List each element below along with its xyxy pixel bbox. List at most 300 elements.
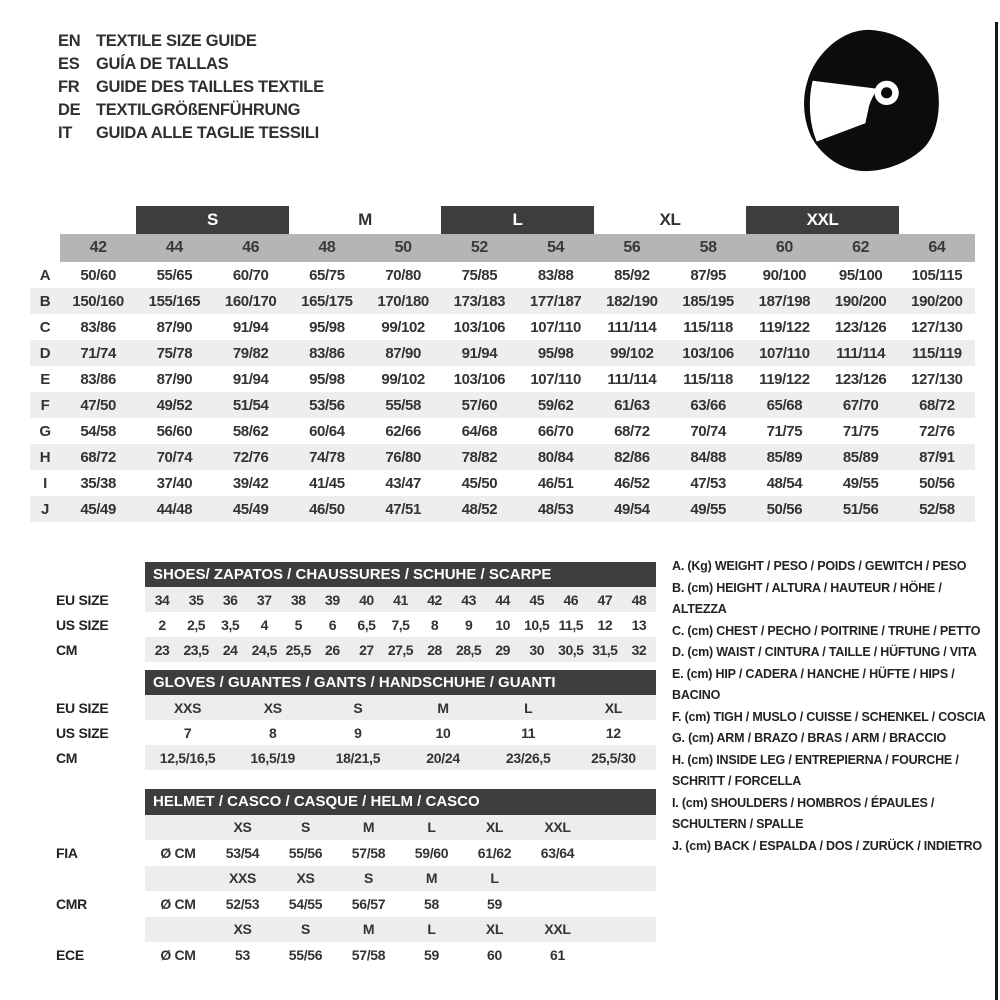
row-label: CM <box>56 749 78 766</box>
measurement-value: 50/60 <box>80 266 116 284</box>
size-number: 58 <box>670 234 746 262</box>
size-value: XS <box>230 695 315 720</box>
size-value: XL <box>463 917 526 943</box>
measurement-value: 83/86 <box>80 370 116 388</box>
guide-title: GUIDE DES TAILLES TEXTILE <box>96 78 324 96</box>
measurement-value: 48/52 <box>461 500 498 518</box>
size-group-label-s: S <box>136 206 289 234</box>
measurement-value: 187/198 <box>758 292 811 310</box>
measurement-value: 82/86 <box>614 448 650 466</box>
guide-title: TEXTILE SIZE GUIDE <box>96 32 257 50</box>
row-letter: H <box>39 448 51 466</box>
measurement-row-e <box>30 366 975 392</box>
gloves-size-table <box>30 670 656 770</box>
size-value <box>526 866 589 892</box>
row-label: EU SIZE <box>56 699 109 716</box>
measurement-value: 71/74 <box>80 344 116 362</box>
size-number: 60 <box>746 234 822 262</box>
language-row <box>58 53 324 76</box>
sub-title-row <box>30 670 656 695</box>
size-value: 44 <box>486 587 520 612</box>
measurement-value: 44/48 <box>156 500 193 518</box>
size-value: 42 <box>418 587 452 612</box>
diameter-label <box>145 866 211 892</box>
textile-size-table <box>30 206 975 522</box>
row-label <box>30 866 145 892</box>
measurement-value: 95/98 <box>309 370 345 388</box>
measurement-value: 71/75 <box>842 422 879 440</box>
size-value: 37 <box>247 587 281 612</box>
visor-pivot-dot <box>881 87 892 98</box>
measurement-value: 57/60 <box>461 396 498 414</box>
measurement-value: 182/190 <box>606 292 658 310</box>
size-value: 2 <box>158 616 166 633</box>
guide-title: TEXTILGRÖßENFÜHRUNG <box>96 101 301 119</box>
measurement-value: 99/102 <box>381 370 425 388</box>
size-number: 56 <box>594 234 670 262</box>
measurement-value: 190/200 <box>834 292 887 310</box>
size-number: 52 <box>441 234 517 262</box>
measurement-value: 83/88 <box>537 266 574 284</box>
sub-data-row <box>30 695 656 720</box>
size-value: 56/57 <box>351 895 386 912</box>
measurement-value: 61/63 <box>614 396 650 414</box>
helmet-icon <box>800 28 952 180</box>
size-value: 6,5 <box>357 616 376 633</box>
measurement-value: 91/94 <box>232 370 269 388</box>
size-value: L <box>400 917 463 943</box>
measurement-value: 52/58 <box>919 500 955 518</box>
measurement-value: 47/51 <box>385 500 421 518</box>
measurement-value: 49/55 <box>842 474 879 492</box>
legend-item: F. (cm) TIGH / MUSLO / CUISSE / SCHENKEL / COSCIA <box>672 709 986 724</box>
size-value: XL <box>571 695 656 720</box>
row-label: ECE <box>56 946 84 963</box>
measurement-value: 111/114 <box>836 344 886 362</box>
size-number: 42 <box>60 234 136 262</box>
measurement-value: 170/180 <box>377 292 429 310</box>
size-value: XS <box>274 866 337 892</box>
measurement-value: 75/85 <box>461 266 498 284</box>
sub-table-title: SHOES/ ZAPATOS / CHAUSSURES / SCHUHE / SCARPE <box>145 562 656 587</box>
measurement-value: 78/82 <box>461 448 498 466</box>
size-number-row <box>30 234 975 262</box>
size-group-row <box>30 206 975 234</box>
measurement-value: 90/100 <box>762 266 807 284</box>
size-value: 12,5/16,5 <box>145 745 230 770</box>
size-value: 57/58 <box>351 946 386 963</box>
size-value: 48 <box>622 587 656 612</box>
measurement-value: 99/102 <box>381 318 425 336</box>
row-label: CM <box>56 641 78 658</box>
language-code: ES <box>58 55 80 73</box>
measurement-row-d <box>30 340 975 366</box>
size-group-label-xl: XL <box>659 210 681 229</box>
size-value: 10 <box>495 616 510 633</box>
measurement-value: 45/49 <box>232 500 269 518</box>
legend-item: B. (cm) HEIGHT / ALTURA / HAUTEUR / HÖHE / ALTEZZA <box>672 580 942 616</box>
size-value: 46 <box>554 587 588 612</box>
diameter-label: Ø CM <box>160 895 196 912</box>
measurement-value: 99/102 <box>610 344 654 362</box>
size-value: 61 <box>550 946 565 963</box>
measurement-value: 71/75 <box>766 422 803 440</box>
measurement-value: 60/64 <box>309 422 345 440</box>
measurement-value: 115/118 <box>683 318 734 336</box>
measurement-value: 70/80 <box>385 266 421 284</box>
size-value: 30,5 <box>554 637 588 662</box>
language-title-list <box>58 30 324 145</box>
measurement-value: 55/58 <box>385 396 421 414</box>
letter-spacer <box>30 234 60 262</box>
measurement-value: 46/50 <box>309 500 345 518</box>
size-value: 59/60 <box>414 844 449 861</box>
size-value: 12 <box>605 724 621 741</box>
legend-item: I. (cm) SHOULDERS / HOMBROS / ÉPAULES / SCHULTERN / SPALLE <box>672 795 935 831</box>
measurement-value: 60/70 <box>232 266 269 284</box>
size-value: 58 <box>424 895 439 912</box>
sub-data-row <box>30 815 656 841</box>
size-value: L <box>463 866 526 892</box>
sub-data-row <box>30 917 656 943</box>
size-number: 44 <box>136 234 212 262</box>
measurement-value: 37/40 <box>156 474 193 492</box>
size-value: 25,5/30 <box>571 745 656 770</box>
guide-title: GUÍA DE TALLAS <box>96 55 229 73</box>
language-code: IT <box>58 124 73 142</box>
measurement-value: 75/78 <box>156 344 193 362</box>
size-value: XXL <box>526 815 589 841</box>
size-value: M <box>337 917 400 943</box>
size-group-label-m: M <box>358 210 372 229</box>
row-filler <box>589 866 656 892</box>
measurement-value: 46/51 <box>537 474 574 492</box>
group-spacer <box>899 206 975 234</box>
size-value: 60 <box>487 946 502 963</box>
legend-item: D. (cm) WAIST / CINTURA / TAILLE / HÜFTUNG / VITA <box>672 645 977 659</box>
legend-item: E. (cm) HIP / CADERA / HANCHE / HÜFTE / HIPS / BACINO <box>672 666 955 702</box>
size-value: 11,5 <box>558 616 584 633</box>
measurement-value: 65/68 <box>766 396 803 414</box>
sub-data-row <box>30 587 656 612</box>
measurement-value: 56/60 <box>156 422 193 440</box>
diameter-label: Ø CM <box>160 844 196 861</box>
size-value: 55/56 <box>288 946 323 963</box>
guide-title: GUIDA ALLE TAGLIE TESSILI <box>96 124 319 142</box>
size-number: 48 <box>289 234 365 262</box>
size-value: XS <box>211 815 274 841</box>
legend-item: J. (cm) BACK / ESPALDA / DOS / ZURÜCK / INDIETRO <box>672 838 982 853</box>
size-value: 8 <box>430 616 439 633</box>
size-value: 4 <box>260 616 268 633</box>
size-value <box>526 891 589 917</box>
measurement-value: 72/76 <box>919 422 955 440</box>
size-value: S <box>315 695 400 720</box>
measurement-value: 111/114 <box>607 318 657 336</box>
measurement-value: 155/165 <box>148 292 201 310</box>
measurement-value: 55/65 <box>156 266 193 284</box>
size-number: 50 <box>365 234 441 262</box>
size-value: 27 <box>349 637 383 662</box>
size-number: 46 <box>213 234 289 262</box>
row-letter: G <box>39 422 51 440</box>
size-value: 10 <box>435 724 451 741</box>
measurement-value: 150/160 <box>72 292 124 310</box>
measurement-value: 43/47 <box>385 474 421 492</box>
size-value: 18/21,5 <box>315 745 400 770</box>
language-row <box>58 30 324 53</box>
measurement-value: 115/119 <box>911 344 962 362</box>
sub-table-title: GLOVES / GUANTES / GANTS / HANDSCHUHE / GUANTI <box>145 670 656 695</box>
size-value: S <box>274 917 337 943</box>
measurement-value: 107/110 <box>530 370 581 388</box>
measurement-value: 85/92 <box>614 266 650 284</box>
shoes-size-table <box>30 562 656 662</box>
row-letter: I <box>43 474 47 492</box>
measurement-value: 103/106 <box>453 318 506 336</box>
measurement-value: 177/187 <box>529 292 582 310</box>
row-label <box>30 917 145 943</box>
measurement-value: 87/95 <box>690 266 726 284</box>
size-value: XS <box>211 917 274 943</box>
size-value: 43 <box>452 587 486 612</box>
sub-data-row <box>30 891 656 917</box>
measurement-value: 54/58 <box>80 422 116 440</box>
measurement-value: 80/84 <box>537 448 574 466</box>
measurement-value: 107/110 <box>530 318 581 336</box>
measurement-value: 95/100 <box>838 266 883 284</box>
size-value: 41 <box>383 587 417 612</box>
size-value: 20/24 <box>400 745 485 770</box>
size-value: L <box>486 695 571 720</box>
size-value: 59 <box>424 946 439 963</box>
size-value: 61/62 <box>477 844 512 861</box>
measurement-row-a <box>30 262 975 288</box>
size-value: 3,5 <box>221 616 240 633</box>
row-label: US SIZE <box>56 616 109 633</box>
size-value: XL <box>463 815 526 841</box>
measurement-row-f <box>30 392 975 418</box>
measurement-value: 41/45 <box>309 474 345 492</box>
measurement-value: 123/126 <box>834 318 887 336</box>
size-number: 64 <box>899 234 975 262</box>
measurement-value: 85/89 <box>842 448 879 466</box>
row-label: FIA <box>56 844 78 861</box>
legend-item: A. (Kg) WEIGHT / PESO / POIDS / GEWITCH / PESO <box>672 559 967 573</box>
row-filler <box>589 917 656 943</box>
size-value: 57/58 <box>351 844 386 861</box>
sub-data-row <box>30 745 656 770</box>
row-label: EU SIZE <box>56 591 109 608</box>
size-value: 12 <box>597 616 613 633</box>
measurement-value: 46/52 <box>614 474 650 492</box>
measurement-row-h <box>30 444 975 470</box>
measurement-value: 59/62 <box>537 396 574 414</box>
measurement-value: 35/38 <box>80 474 116 492</box>
measurement-row-c <box>30 314 975 340</box>
measurement-value: 127/130 <box>911 370 963 388</box>
measurement-value: 64/68 <box>461 422 498 440</box>
measurement-value: 39/42 <box>232 474 269 492</box>
measurement-value: 45/49 <box>80 500 116 518</box>
size-group-label-xxl: XXL <box>746 206 899 234</box>
measurement-value: 85/89 <box>766 448 803 466</box>
measurement-value: 50/56 <box>919 474 955 492</box>
size-value: S <box>337 866 400 892</box>
size-value: 16,5/19 <box>230 745 315 770</box>
size-value: 26 <box>315 637 349 662</box>
size-value: 32 <box>622 637 656 662</box>
measurement-value: 65/75 <box>309 266 345 284</box>
size-value: 13 <box>631 616 647 633</box>
size-value: 2,5 <box>187 616 206 633</box>
size-value: 8 <box>268 724 277 741</box>
size-value: M <box>337 815 400 841</box>
measurement-value: 68/72 <box>919 396 955 414</box>
row-filler <box>589 891 656 917</box>
row-label: US SIZE <box>56 724 109 741</box>
measurement-row-b <box>30 288 975 314</box>
measurement-value: 49/55 <box>690 500 726 518</box>
row-filler <box>589 815 656 841</box>
measurement-value: 95/98 <box>537 344 574 362</box>
size-value: 28 <box>418 637 452 662</box>
measurement-value: 103/106 <box>453 370 506 388</box>
size-value: L <box>400 815 463 841</box>
measurement-legend <box>672 556 986 857</box>
language-row <box>58 122 324 145</box>
sub-data-row <box>30 866 656 892</box>
diameter-label <box>145 917 211 943</box>
measurement-row-i <box>30 470 975 496</box>
size-value: 53 <box>235 946 250 963</box>
measurement-value: 84/88 <box>690 448 726 466</box>
measurement-row-j <box>30 496 975 522</box>
measurement-value: 67/70 <box>842 396 879 414</box>
sub-table-title: HELMET / CASCO / CASQUE / HELM / CASCO <box>145 789 656 815</box>
language-code: EN <box>58 32 81 50</box>
legend-item: C. (cm) CHEST / PECHO / POITRINE / TRUHE / PETTO <box>672 623 981 638</box>
measurement-value: 74/78 <box>309 448 345 466</box>
size-value: 35 <box>179 587 213 612</box>
size-value: 25,5 <box>281 637 315 662</box>
diameter-label: Ø CM <box>160 946 196 963</box>
measurement-value: 68/72 <box>80 448 116 466</box>
measurement-value: 70/74 <box>156 448 193 466</box>
measurement-value: 190/200 <box>911 292 963 310</box>
measurement-value: 49/52 <box>156 396 193 414</box>
measurement-value: 165/175 <box>301 292 353 310</box>
sub-data-row <box>30 720 656 745</box>
measurement-value: 83/86 <box>309 344 345 362</box>
measurement-value: 185/195 <box>682 292 734 310</box>
language-row <box>58 76 324 99</box>
diameter-label <box>145 815 211 841</box>
group-spacer <box>30 206 136 234</box>
size-value: 7,5 <box>391 616 410 633</box>
legend-item: G. (cm) ARM / BRAZO / BRAS / ARM / BRACCIO <box>672 731 947 745</box>
measurement-value: 63/66 <box>690 396 726 414</box>
size-group-label-l: L <box>441 206 594 234</box>
title-spacer <box>30 789 145 815</box>
size-value: 40 <box>349 587 383 612</box>
title-spacer <box>30 670 145 695</box>
size-value: 55/56 <box>288 844 323 861</box>
size-value: 30 <box>520 637 554 662</box>
row-letter: B <box>39 292 51 310</box>
sub-data-row <box>30 840 656 866</box>
sub-data-row <box>30 942 656 968</box>
measurement-value: 66/70 <box>537 422 574 440</box>
size-value: 52/53 <box>225 895 260 912</box>
measurement-value: 45/50 <box>461 474 498 492</box>
measurement-value: 87/90 <box>156 370 193 388</box>
measurement-value: 50/56 <box>766 500 803 518</box>
size-value: XXS <box>145 695 230 720</box>
row-filler <box>589 840 656 866</box>
size-number: 62 <box>823 234 899 262</box>
measurement-value: 119/122 <box>759 370 810 388</box>
measurement-value: 76/80 <box>385 448 421 466</box>
size-value: XXL <box>526 917 589 943</box>
size-value: 29 <box>486 637 520 662</box>
row-letter: J <box>41 500 49 518</box>
measurement-value: 83/86 <box>80 318 116 336</box>
measurement-value: 123/126 <box>834 370 887 388</box>
measurement-row-g <box>30 418 975 444</box>
row-letter: C <box>39 318 51 336</box>
size-value: 24,5 <box>247 637 281 662</box>
language-row <box>58 99 324 122</box>
measurement-value: 72/76 <box>232 448 269 466</box>
size-value: 28,5 <box>452 637 486 662</box>
measurement-value: 119/122 <box>759 318 810 336</box>
measurement-value: 70/74 <box>690 422 726 440</box>
size-value: 63/64 <box>540 844 575 861</box>
measurement-value: 127/130 <box>911 318 963 336</box>
measurement-value: 47/53 <box>690 474 726 492</box>
size-value: 5 <box>294 616 302 633</box>
measurement-value: 95/98 <box>309 318 345 336</box>
sub-title-row <box>30 562 656 587</box>
size-value: 6 <box>328 616 336 633</box>
size-value: 47 <box>588 587 622 612</box>
row-letter: E <box>40 370 50 388</box>
size-number: 54 <box>518 234 594 262</box>
measurement-value: 87/90 <box>385 344 421 362</box>
size-value: M <box>400 866 463 892</box>
sub-data-row <box>30 612 656 637</box>
language-code: FR <box>58 78 80 96</box>
helmet-size-table <box>30 789 656 968</box>
size-value: 45 <box>520 587 554 612</box>
size-value: M <box>400 695 485 720</box>
title-spacer <box>30 562 145 587</box>
measurement-value: 51/56 <box>842 500 879 518</box>
measurement-value: 173/183 <box>453 292 506 310</box>
size-value: XXS <box>211 866 274 892</box>
measurement-value: 48/53 <box>537 500 574 518</box>
measurement-value: 51/54 <box>232 396 269 414</box>
measurement-value: 48/54 <box>766 474 803 492</box>
measurement-value: 79/82 <box>232 344 269 362</box>
sub-data-row <box>30 637 656 662</box>
language-code: DE <box>58 101 81 119</box>
measurement-value: 91/94 <box>232 318 269 336</box>
row-letter: A <box>39 266 51 284</box>
row-label <box>30 815 145 841</box>
measurement-value: 68/72 <box>614 422 650 440</box>
